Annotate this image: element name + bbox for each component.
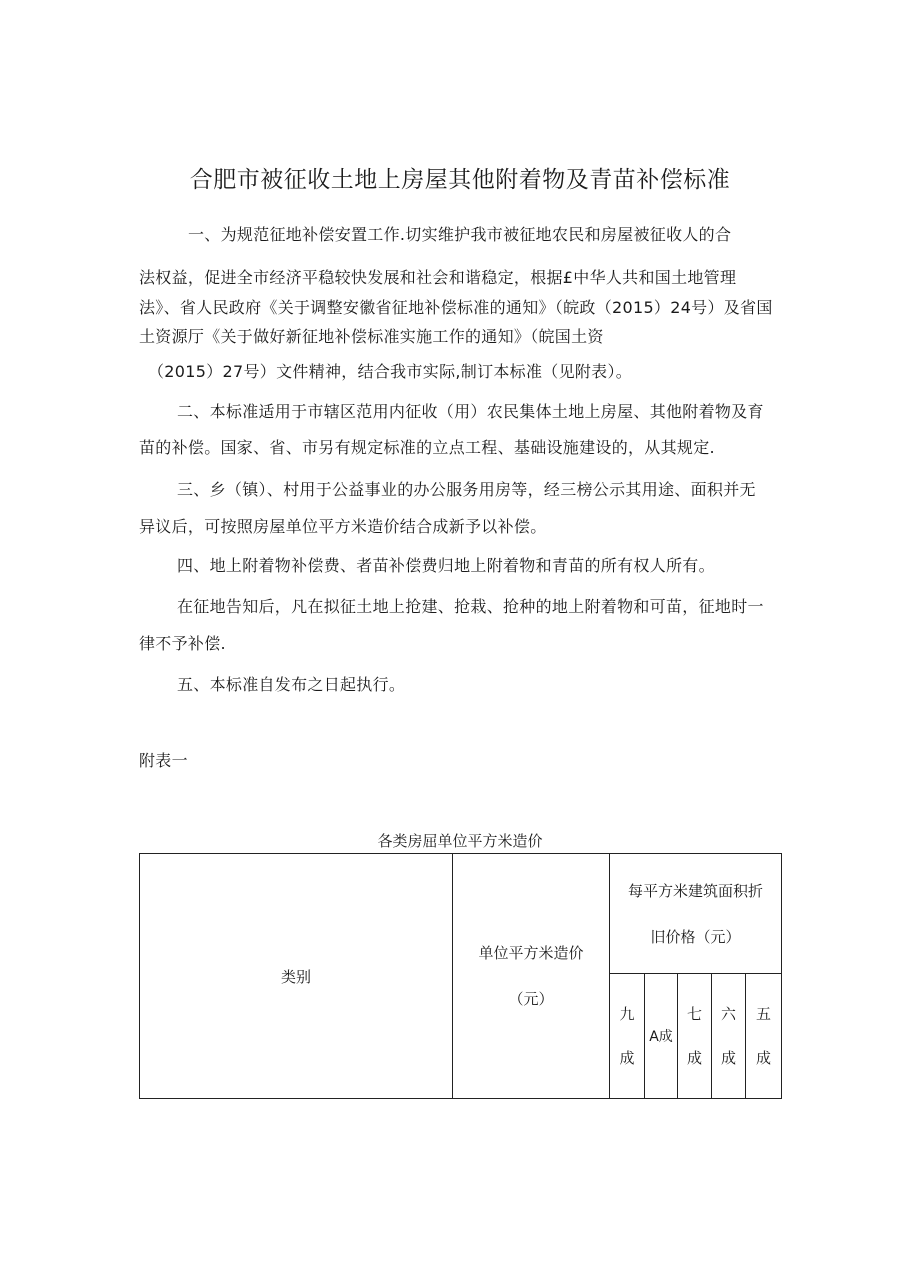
para1-line2: 法权益，促进全市经济平稳较快发展和社会和谐稳定，根据£中华人共和国土地管理	[139, 268, 737, 287]
grade-60-top: 六	[720, 1005, 736, 1023]
para2-line2: 苗的补偿。国家、省、市另有规定标准的立点工程、基础设施建设的，从其规定.	[139, 438, 715, 457]
para3-line1: 三、乡（镇）、村用于公益事业的办公服务用房等，经三榜公示其用途、面积并无	[177, 480, 756, 499]
grade-50-header	[746, 974, 782, 1099]
grade-70-top: 七	[686, 1005, 702, 1023]
para1-line4: 土资源厅《关于做好新征地补偿标准实施工作的通知》（皖国土资	[139, 327, 604, 346]
header-unit-price-line1: 单位平方米造价	[478, 944, 584, 962]
grade-50-bottom: 成	[755, 1049, 771, 1067]
para3-line2: 异议后，可按照房屋单位平方米造价结合成新予以补偿。	[139, 517, 547, 536]
header-unit-price	[453, 854, 610, 1099]
grade-70-bottom: 成	[686, 1049, 702, 1067]
document-title: 合肥市被征收土地上房屋其他附着物及青苗补偿标准	[189, 167, 731, 193]
para5-line2: 律不予补偿.	[139, 634, 226, 653]
grade-60-header	[712, 974, 746, 1099]
appendix-label: 附表一	[139, 751, 188, 770]
table-caption: 各类房屈单位平方米造价	[377, 832, 543, 850]
para1-line1: 一、为规范征地补偿安置工作.切实维护我市被征地农民和房屋被征收人的合	[188, 225, 732, 244]
para1-line3: 法》、省人民政府《关于调整安徽省征地补偿标准的通知》（皖政（2015）24号）及省国	[139, 298, 773, 317]
header-unit-price-line2: （元）	[508, 990, 554, 1008]
grade-70-header	[678, 974, 712, 1099]
para5-line1: 在征地告知后，凡在拟征土地上抢建、抢栽、抢种的地上附着物和可苗，征地时一	[177, 597, 764, 616]
grade-50-top: 五	[755, 1005, 771, 1023]
grade-90-bottom: 成	[619, 1049, 635, 1067]
grade-80-header	[645, 974, 678, 1099]
grade-90-top: 九	[619, 1005, 635, 1023]
grade-90-header	[610, 974, 645, 1099]
para6-line1: 五、本标准自发布之日起执行。	[177, 675, 406, 694]
header-depreciated-price	[610, 854, 782, 974]
grade-60-bottom: 成	[720, 1049, 736, 1067]
price-table	[139, 853, 782, 1099]
para4-line1: 四、地上附着物补偿费、者苗补偿费归地上附着物和青苗的所有权人所有。	[177, 556, 715, 575]
header-depreciated-line2: 旧价格（元）	[650, 927, 741, 946]
header-depreciated-line1: 每平方米建筑面积折	[627, 881, 763, 900]
grade-80-label: A成	[649, 1029, 673, 1045]
para2-line1: 二、本标准适用于市辖区范用内征收（用）农民集体土地上房屋、其他附着物及育	[177, 402, 764, 421]
para1-line5: （2015）27号）文件精神，结合我市实际,制订本标准（见附表）。	[148, 362, 633, 381]
header-category: 类别	[140, 854, 453, 1099]
